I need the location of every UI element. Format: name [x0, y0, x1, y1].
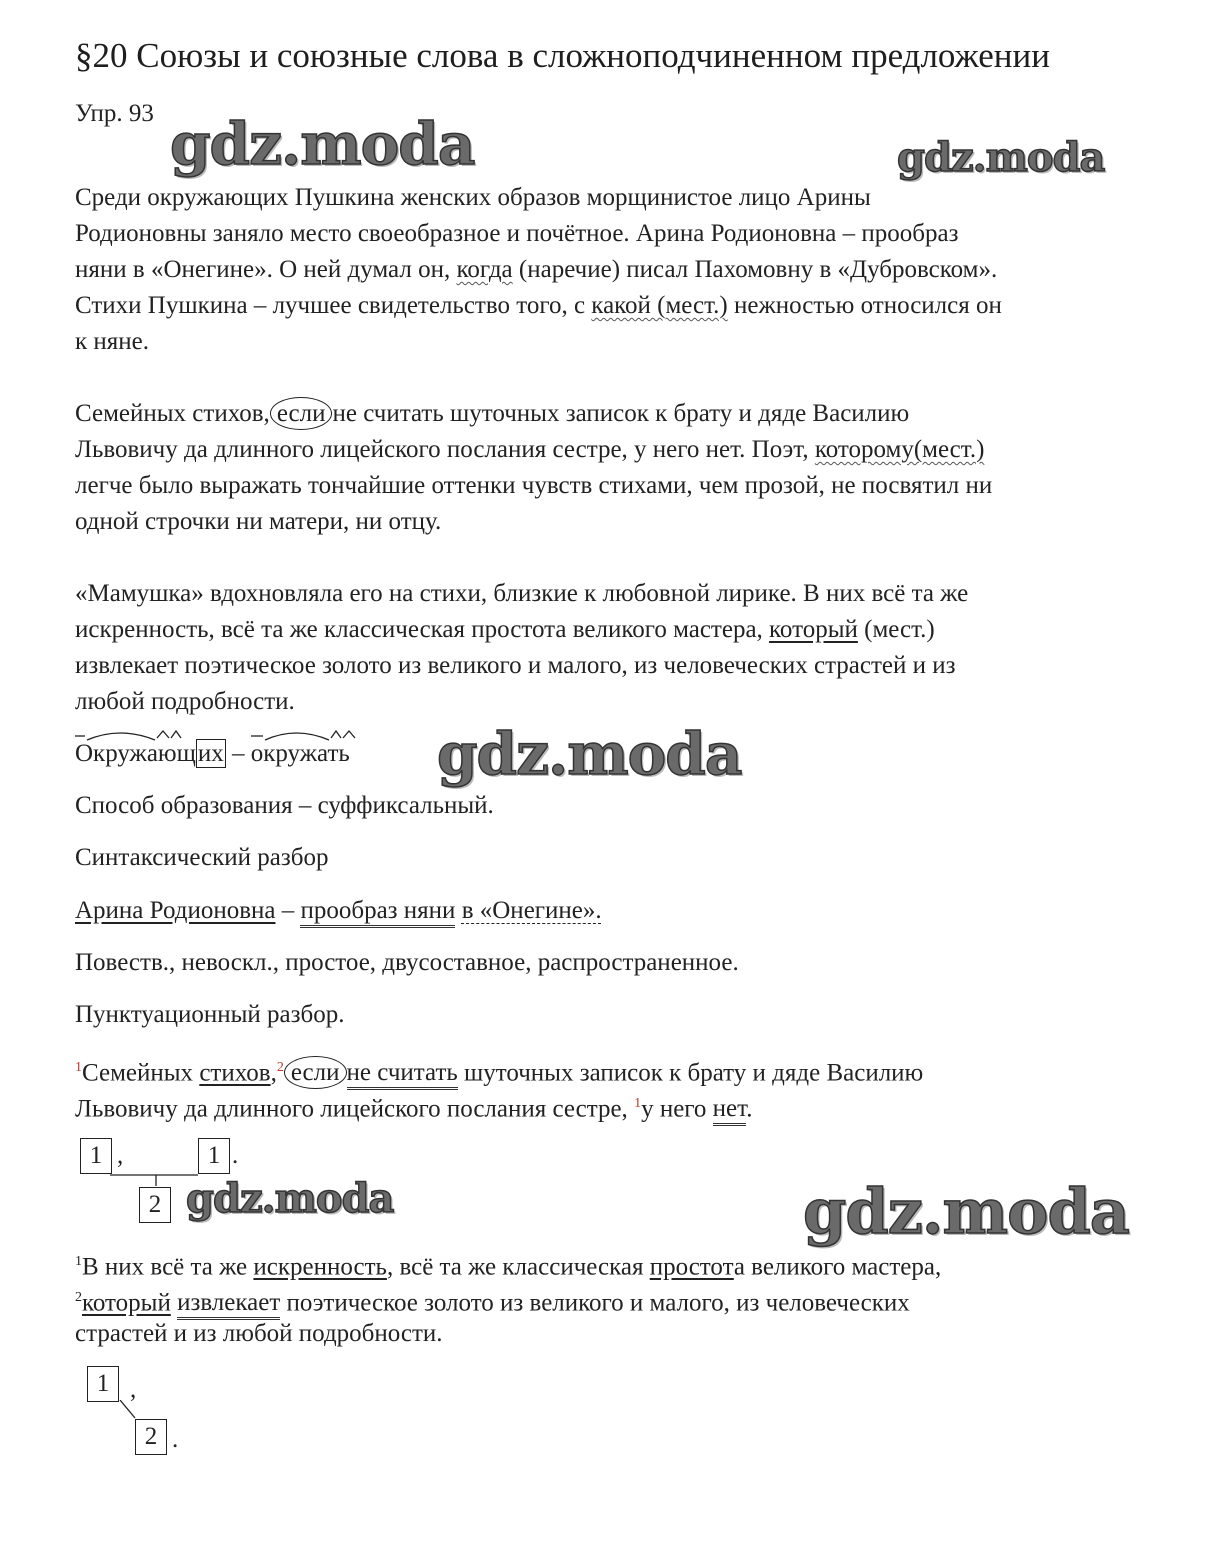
ending-box: их — [197, 740, 224, 767]
punctuation-sentence-1: Львовичу да длинного лицейского послания сестре, $^1$у него нет. — [75, 1086, 752, 1127]
scheme-box: 1 — [87, 1366, 119, 1402]
circumstance: в «Онегине». — [461, 897, 602, 924]
paragraph-3-line: «Мамушка» вдохновляла его на стихи, близкие к любовной лирике. В них всё та же — [75, 580, 969, 607]
paragraph-3-line: извлекает поэтическое золото из великого и малого, из человеческих страстей и из — [75, 652, 956, 679]
adverb-word: когда — [456, 256, 513, 283]
punctuation-sentence-2: $^1$В них всё та же искренность, всё та же классическая простота великого мастера, — [75, 1253, 942, 1281]
morpheme-marks-icon — [251, 728, 371, 746]
morpheme-marks-icon — [75, 728, 225, 746]
paragraph-2-line: легче было выражать тончайшие оттенки чувств стихами, чем прозой, не посвятил ни — [75, 472, 993, 499]
punctuation-sentence-1: $^1$Семейных стихов,$^2$ если не считать шуточных записок к брату и дяде Василию — [75, 1050, 923, 1091]
scheme-box: 2 — [135, 1419, 167, 1455]
paragraph-1-line: Стихи Пушкина – лучшее свидетельство того, с какой (мест.) нежностью относился он — [75, 292, 1002, 319]
subject: Арина Родионовна — [75, 897, 276, 924]
paragraph-3-line: любой подробности. — [75, 688, 295, 715]
paragraph-2-line: Львовичу да длинного лицейского послания сестре, у него нет. Поэт, которому(мест.) — [75, 436, 985, 463]
scheme-box: 1 — [198, 1138, 230, 1174]
paragraph-1-line: Родионовны заняло место своеобразное и почётное. Арина Родионовна – прообраз — [75, 220, 959, 247]
pronoun-word: которому(мест.) — [814, 436, 985, 463]
circled-conjunction: если — [270, 397, 333, 430]
watermark: gdz.moda — [803, 1175, 1129, 1248]
punctuation-sentence-2: $^2$который извлекает поэтическое золото из великого и малого, из человеческих — [75, 1280, 910, 1321]
scheme-box: 1 — [80, 1138, 112, 1174]
paragraph-1-line: Среди окружающих Пушкина женских образов морщинистое лицо Арины — [75, 184, 871, 211]
predicate: прообраз няни — [300, 897, 455, 928]
paragraph-2-line: одной строчки ни матери, ни отцу. — [75, 508, 442, 535]
punctuation-sentence-2: страстей и из любой подробности. — [75, 1320, 443, 1347]
scheme-box: 2 — [139, 1187, 171, 1223]
syntax-sentence: Арина Родионовна – прообраз няни в «Онегине». — [75, 893, 602, 929]
exercise-number: Упр. 93 — [75, 100, 154, 127]
page-title: §20 Союзы и союзные слова в сложноподчиненном предложении — [75, 36, 1050, 75]
paragraph-1-line: няни в «Онегине». О ней думал он, когда (наречие) писал Пахомовну в «Дубровском». — [75, 256, 998, 283]
pronoun-word: который — [769, 616, 858, 643]
formation-method: Способ образования – суффиксальный. — [75, 792, 494, 819]
morphemic-analysis: Окружающих – окружать — [75, 736, 350, 772]
watermark: gdz.moda — [186, 1175, 394, 1222]
paragraph-3-line: искренность, всё та же классическая простота великого мастера, который (мест.) — [75, 616, 935, 643]
punctuation-heading: Пунктуационный разбор. — [75, 1001, 345, 1028]
paragraph-2-line: Семейных стихов, если не считать шуточных записок к брату и дяде Василию — [75, 396, 909, 432]
circled-conjunction: если — [284, 1056, 347, 1089]
watermark: gdz.moda — [170, 110, 475, 178]
watermark: gdz.moda — [437, 720, 742, 788]
syntax-description: Повеств., невоскл., простое, двусоставное, распространенное. — [75, 949, 739, 976]
paragraph-1-line: к няне. — [75, 328, 149, 355]
watermark: gdz.moda — [897, 134, 1105, 181]
syntax-heading: Синтаксический разбор — [75, 844, 329, 871]
pronoun-word: какой (мест.) — [591, 292, 728, 319]
